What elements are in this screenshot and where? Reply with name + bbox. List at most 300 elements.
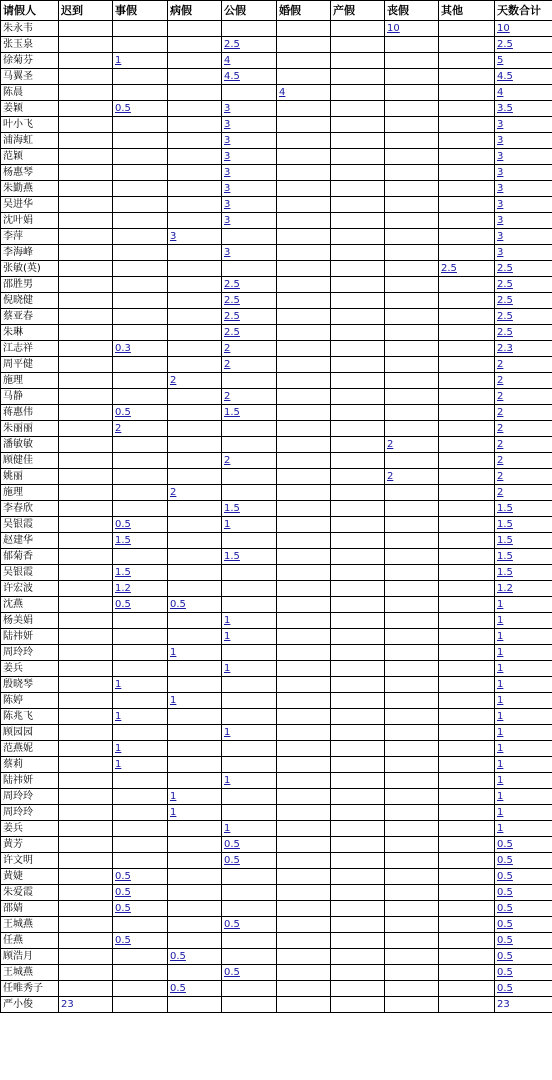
cell-bereavement-leave[interactable] (385, 965, 439, 981)
cell-sick-leave[interactable] (168, 101, 222, 117)
cell-late[interactable] (59, 341, 113, 357)
cell-total-days[interactable]: 3 (495, 245, 552, 261)
cell-marriage-leave[interactable] (277, 133, 331, 149)
cell-sick-leave[interactable]: 0.5 (168, 981, 222, 997)
cell-total-days[interactable]: 0.5 (495, 949, 552, 965)
cell-late[interactable] (59, 773, 113, 789)
cell-official-leave[interactable] (222, 85, 277, 101)
cell-maternity-leave[interactable] (331, 805, 385, 821)
cell-official-leave[interactable] (222, 997, 277, 1013)
cell-sick-leave[interactable] (168, 213, 222, 229)
cell-late[interactable] (59, 741, 113, 757)
cell-other[interactable] (439, 37, 495, 53)
cell-personal-leave[interactable] (113, 949, 168, 965)
cell-total-days[interactable]: 2 (495, 437, 552, 453)
cell-bereavement-leave[interactable] (385, 101, 439, 117)
cell-total-days[interactable]: 0.5 (495, 853, 552, 869)
cell-late[interactable] (59, 933, 113, 949)
cell-official-leave[interactable] (222, 949, 277, 965)
cell-personal-leave[interactable] (113, 613, 168, 629)
cell-personal-leave[interactable] (113, 789, 168, 805)
cell-bereavement-leave[interactable] (385, 213, 439, 229)
cell-requester[interactable]: 任燕 (1, 933, 59, 949)
cell-requester[interactable]: 邵婧 (1, 901, 59, 917)
cell-requester[interactable]: 蔡莉 (1, 757, 59, 773)
cell-maternity-leave[interactable] (331, 565, 385, 581)
cell-total-days[interactable]: 2.5 (495, 277, 552, 293)
cell-bereavement-leave[interactable] (385, 517, 439, 533)
cell-marriage-leave[interactable] (277, 245, 331, 261)
cell-personal-leave[interactable] (113, 373, 168, 389)
cell-sick-leave[interactable] (168, 21, 222, 37)
cell-total-days[interactable]: 1.2 (495, 581, 552, 597)
cell-late[interactable] (59, 245, 113, 261)
cell-requester[interactable]: 朱勤燕 (1, 181, 59, 197)
cell-other[interactable] (439, 213, 495, 229)
cell-maternity-leave[interactable] (331, 341, 385, 357)
cell-personal-leave[interactable]: 1.5 (113, 565, 168, 581)
cell-other[interactable] (439, 469, 495, 485)
cell-personal-leave[interactable] (113, 37, 168, 53)
cell-other[interactable] (439, 357, 495, 373)
cell-total-days[interactable]: 1 (495, 613, 552, 629)
cell-marriage-leave[interactable] (277, 37, 331, 53)
cell-late[interactable] (59, 213, 113, 229)
cell-requester[interactable]: 吴银霞 (1, 517, 59, 533)
cell-personal-leave[interactable] (113, 389, 168, 405)
cell-personal-leave[interactable] (113, 549, 168, 565)
cell-personal-leave[interactable] (113, 837, 168, 853)
cell-total-days[interactable]: 2.5 (495, 293, 552, 309)
cell-personal-leave[interactable] (113, 181, 168, 197)
cell-bereavement-leave[interactable] (385, 773, 439, 789)
cell-personal-leave[interactable] (113, 773, 168, 789)
cell-sick-leave[interactable] (168, 405, 222, 421)
cell-total-days[interactable]: 0.5 (495, 933, 552, 949)
cell-marriage-leave[interactable] (277, 933, 331, 949)
cell-marriage-leave[interactable] (277, 181, 331, 197)
cell-late[interactable] (59, 277, 113, 293)
cell-sick-leave[interactable] (168, 133, 222, 149)
cell-sick-leave[interactable] (168, 677, 222, 693)
cell-maternity-leave[interactable] (331, 53, 385, 69)
cell-sick-leave[interactable] (168, 85, 222, 101)
cell-marriage-leave[interactable] (277, 821, 331, 837)
cell-total-days[interactable]: 1 (495, 629, 552, 645)
cell-late[interactable] (59, 117, 113, 133)
cell-bereavement-leave[interactable] (385, 757, 439, 773)
cell-official-leave[interactable]: 0.5 (222, 965, 277, 981)
cell-total-days[interactable]: 3 (495, 181, 552, 197)
cell-sick-leave[interactable] (168, 149, 222, 165)
cell-late[interactable] (59, 37, 113, 53)
cell-marriage-leave[interactable] (277, 773, 331, 789)
cell-maternity-leave[interactable] (331, 133, 385, 149)
cell-other[interactable] (439, 997, 495, 1013)
cell-sick-leave[interactable] (168, 565, 222, 581)
cell-maternity-leave[interactable] (331, 85, 385, 101)
cell-official-leave[interactable]: 3 (222, 117, 277, 133)
cell-other[interactable] (439, 197, 495, 213)
cell-marriage-leave[interactable] (277, 101, 331, 117)
cell-other[interactable] (439, 101, 495, 117)
cell-total-days[interactable]: 2.5 (495, 261, 552, 277)
cell-maternity-leave[interactable] (331, 357, 385, 373)
cell-personal-leave[interactable] (113, 165, 168, 181)
cell-personal-leave[interactable]: 0.5 (113, 901, 168, 917)
cell-requester[interactable]: 倪晓健 (1, 293, 59, 309)
cell-sick-leave[interactable] (168, 453, 222, 469)
cell-requester[interactable]: 潘敏敏 (1, 437, 59, 453)
cell-sick-leave[interactable] (168, 165, 222, 181)
cell-bereavement-leave[interactable] (385, 901, 439, 917)
header-late[interactable]: 迟到 (59, 1, 113, 21)
header-official-leave[interactable]: 公假 (222, 1, 277, 21)
cell-other[interactable] (439, 293, 495, 309)
cell-personal-leave[interactable]: 0.5 (113, 101, 168, 117)
cell-late[interactable] (59, 661, 113, 677)
cell-total-days[interactable]: 2 (495, 421, 552, 437)
cell-personal-leave[interactable]: 1 (113, 53, 168, 69)
cell-marriage-leave[interactable] (277, 693, 331, 709)
cell-other[interactable] (439, 389, 495, 405)
cell-marriage-leave[interactable] (277, 581, 331, 597)
cell-maternity-leave[interactable] (331, 229, 385, 245)
cell-sick-leave[interactable] (168, 549, 222, 565)
cell-late[interactable] (59, 645, 113, 661)
cell-maternity-leave[interactable] (331, 309, 385, 325)
cell-bereavement-leave[interactable] (385, 181, 439, 197)
cell-official-leave[interactable]: 1 (222, 821, 277, 837)
cell-marriage-leave[interactable] (277, 757, 331, 773)
cell-total-days[interactable]: 2.3 (495, 341, 552, 357)
cell-other[interactable] (439, 565, 495, 581)
cell-official-leave[interactable] (222, 565, 277, 581)
cell-maternity-leave[interactable] (331, 597, 385, 613)
cell-total-days[interactable]: 1 (495, 709, 552, 725)
cell-personal-leave[interactable]: 0.5 (113, 885, 168, 901)
cell-marriage-leave[interactable] (277, 805, 331, 821)
cell-requester[interactable]: 朱琳 (1, 325, 59, 341)
cell-official-leave[interactable]: 0.5 (222, 917, 277, 933)
cell-bereavement-leave[interactable]: 2 (385, 469, 439, 485)
cell-requester[interactable]: 邵胜男 (1, 277, 59, 293)
cell-sick-leave[interactable]: 2 (168, 485, 222, 501)
cell-requester[interactable]: 范颖 (1, 149, 59, 165)
cell-total-days[interactable]: 5 (495, 53, 552, 69)
cell-total-days[interactable]: 2.5 (495, 37, 552, 53)
cell-official-leave[interactable] (222, 469, 277, 485)
cell-personal-leave[interactable] (113, 917, 168, 933)
cell-maternity-leave[interactable] (331, 773, 385, 789)
cell-marriage-leave[interactable] (277, 21, 331, 37)
cell-late[interactable] (59, 869, 113, 885)
cell-sick-leave[interactable] (168, 917, 222, 933)
cell-marriage-leave[interactable] (277, 949, 331, 965)
cell-marriage-leave[interactable] (277, 549, 331, 565)
cell-marriage-leave[interactable] (277, 885, 331, 901)
cell-bereavement-leave[interactable] (385, 277, 439, 293)
cell-marriage-leave[interactable] (277, 517, 331, 533)
cell-bereavement-leave[interactable] (385, 341, 439, 357)
cell-bereavement-leave[interactable] (385, 645, 439, 661)
cell-personal-leave[interactable] (113, 133, 168, 149)
cell-sick-leave[interactable] (168, 117, 222, 133)
cell-sick-leave[interactable] (168, 725, 222, 741)
cell-official-leave[interactable]: 3 (222, 213, 277, 229)
cell-official-leave[interactable]: 2 (222, 341, 277, 357)
cell-bereavement-leave[interactable] (385, 309, 439, 325)
cell-maternity-leave[interactable] (331, 101, 385, 117)
cell-late[interactable] (59, 533, 113, 549)
cell-total-days[interactable]: 2 (495, 357, 552, 373)
cell-bereavement-leave[interactable] (385, 597, 439, 613)
cell-late[interactable] (59, 389, 113, 405)
cell-total-days[interactable]: 23 (495, 997, 552, 1013)
cell-late[interactable] (59, 709, 113, 725)
cell-maternity-leave[interactable] (331, 165, 385, 181)
cell-late[interactable] (59, 85, 113, 101)
cell-marriage-leave[interactable] (277, 149, 331, 165)
cell-maternity-leave[interactable] (331, 533, 385, 549)
cell-sick-leave[interactable] (168, 197, 222, 213)
cell-late[interactable] (59, 805, 113, 821)
cell-other[interactable] (439, 629, 495, 645)
cell-marriage-leave[interactable] (277, 325, 331, 341)
cell-bereavement-leave[interactable] (385, 693, 439, 709)
cell-bereavement-leave[interactable] (385, 245, 439, 261)
cell-late[interactable] (59, 453, 113, 469)
cell-personal-leave[interactable]: 1.5 (113, 533, 168, 549)
cell-marriage-leave[interactable] (277, 709, 331, 725)
cell-late[interactable] (59, 981, 113, 997)
cell-late[interactable] (59, 965, 113, 981)
cell-official-leave[interactable] (222, 421, 277, 437)
cell-marriage-leave[interactable] (277, 309, 331, 325)
cell-requester[interactable]: 马静 (1, 389, 59, 405)
cell-marriage-leave[interactable] (277, 533, 331, 549)
cell-official-leave[interactable]: 0.5 (222, 853, 277, 869)
cell-sick-leave[interactable] (168, 629, 222, 645)
cell-marriage-leave[interactable] (277, 469, 331, 485)
cell-official-leave[interactable]: 3 (222, 197, 277, 213)
cell-other[interactable] (439, 949, 495, 965)
cell-bereavement-leave[interactable] (385, 853, 439, 869)
cell-other[interactable] (439, 117, 495, 133)
cell-late[interactable] (59, 581, 113, 597)
cell-marriage-leave[interactable] (277, 53, 331, 69)
cell-sick-leave[interactable] (168, 437, 222, 453)
cell-sick-leave[interactable] (168, 277, 222, 293)
cell-personal-leave[interactable] (113, 453, 168, 469)
cell-bereavement-leave[interactable] (385, 357, 439, 373)
cell-maternity-leave[interactable] (331, 453, 385, 469)
cell-marriage-leave[interactable] (277, 629, 331, 645)
cell-sick-leave[interactable] (168, 581, 222, 597)
cell-maternity-leave[interactable] (331, 693, 385, 709)
cell-maternity-leave[interactable] (331, 405, 385, 421)
cell-sick-leave[interactable] (168, 245, 222, 261)
cell-marriage-leave[interactable] (277, 485, 331, 501)
cell-other[interactable] (439, 485, 495, 501)
cell-total-days[interactable]: 3 (495, 213, 552, 229)
cell-requester[interactable]: 张敏(英) (1, 261, 59, 277)
cell-late[interactable] (59, 101, 113, 117)
cell-bereavement-leave[interactable] (385, 117, 439, 133)
cell-total-days[interactable]: 1.5 (495, 533, 552, 549)
cell-official-leave[interactable]: 3 (222, 133, 277, 149)
cell-total-days[interactable]: 3 (495, 229, 552, 245)
cell-late[interactable] (59, 757, 113, 773)
cell-requester[interactable]: 叶小飞 (1, 117, 59, 133)
cell-marriage-leave[interactable] (277, 565, 331, 581)
cell-maternity-leave[interactable] (331, 677, 385, 693)
cell-late[interactable] (59, 629, 113, 645)
cell-requester[interactable]: 李海峰 (1, 245, 59, 261)
cell-maternity-leave[interactable] (331, 421, 385, 437)
cell-total-days[interactable]: 3.5 (495, 101, 552, 117)
cell-late[interactable]: 23 (59, 997, 113, 1013)
cell-official-leave[interactable]: 1 (222, 517, 277, 533)
cell-maternity-leave[interactable] (331, 789, 385, 805)
cell-bereavement-leave[interactable] (385, 565, 439, 581)
cell-maternity-leave[interactable] (331, 885, 385, 901)
cell-requester[interactable]: 浦海虹 (1, 133, 59, 149)
cell-maternity-leave[interactable] (331, 389, 385, 405)
cell-marriage-leave[interactable] (277, 869, 331, 885)
cell-maternity-leave[interactable] (331, 293, 385, 309)
cell-maternity-leave[interactable] (331, 981, 385, 997)
cell-maternity-leave[interactable] (331, 709, 385, 725)
cell-personal-leave[interactable] (113, 805, 168, 821)
cell-marriage-leave[interactable]: 4 (277, 85, 331, 101)
cell-bereavement-leave[interactable] (385, 949, 439, 965)
cell-bereavement-leave[interactable] (385, 549, 439, 565)
cell-other[interactable] (439, 277, 495, 293)
cell-requester[interactable]: 许文明 (1, 853, 59, 869)
cell-sick-leave[interactable] (168, 869, 222, 885)
cell-total-days[interactable]: 2 (495, 405, 552, 421)
cell-total-days[interactable]: 1 (495, 693, 552, 709)
cell-marriage-leave[interactable] (277, 597, 331, 613)
cell-personal-leave[interactable] (113, 21, 168, 37)
cell-other[interactable] (439, 21, 495, 37)
cell-personal-leave[interactable]: 0.5 (113, 933, 168, 949)
cell-other[interactable] (439, 805, 495, 821)
cell-other[interactable] (439, 453, 495, 469)
cell-maternity-leave[interactable] (331, 901, 385, 917)
cell-total-days[interactable]: 1 (495, 661, 552, 677)
cell-total-days[interactable]: 2.5 (495, 309, 552, 325)
cell-other[interactable] (439, 725, 495, 741)
cell-other[interactable] (439, 437, 495, 453)
cell-total-days[interactable]: 1.5 (495, 517, 552, 533)
cell-maternity-leave[interactable] (331, 949, 385, 965)
cell-sick-leave[interactable] (168, 69, 222, 85)
cell-official-leave[interactable]: 0.5 (222, 837, 277, 853)
cell-marriage-leave[interactable] (277, 981, 331, 997)
cell-late[interactable] (59, 949, 113, 965)
cell-total-days[interactable]: 0.5 (495, 917, 552, 933)
cell-bereavement-leave[interactable] (385, 405, 439, 421)
cell-bereavement-leave[interactable] (385, 389, 439, 405)
cell-personal-leave[interactable] (113, 469, 168, 485)
cell-personal-leave[interactable]: 1 (113, 757, 168, 773)
cell-sick-leave[interactable] (168, 709, 222, 725)
cell-sick-leave[interactable]: 0.5 (168, 597, 222, 613)
cell-maternity-leave[interactable] (331, 469, 385, 485)
cell-maternity-leave[interactable] (331, 997, 385, 1013)
cell-bereavement-leave[interactable] (385, 261, 439, 277)
cell-bereavement-leave[interactable] (385, 917, 439, 933)
cell-official-leave[interactable] (222, 869, 277, 885)
cell-personal-leave[interactable]: 2 (113, 421, 168, 437)
cell-bereavement-leave[interactable] (385, 197, 439, 213)
cell-personal-leave[interactable]: 1.2 (113, 581, 168, 597)
cell-other[interactable] (439, 53, 495, 69)
cell-requester[interactable]: 吴银霞 (1, 565, 59, 581)
cell-sick-leave[interactable] (168, 309, 222, 325)
cell-requester[interactable]: 陈晨 (1, 85, 59, 101)
cell-late[interactable] (59, 53, 113, 69)
cell-other[interactable] (439, 325, 495, 341)
cell-marriage-leave[interactable] (277, 501, 331, 517)
cell-marriage-leave[interactable] (277, 965, 331, 981)
cell-total-days[interactable]: 3 (495, 149, 552, 165)
cell-bereavement-leave[interactable]: 10 (385, 21, 439, 37)
cell-late[interactable] (59, 229, 113, 245)
cell-other[interactable] (439, 853, 495, 869)
cell-marriage-leave[interactable] (277, 213, 331, 229)
cell-marriage-leave[interactable] (277, 389, 331, 405)
cell-sick-leave[interactable] (168, 469, 222, 485)
cell-other[interactable]: 2.5 (439, 261, 495, 277)
cell-late[interactable] (59, 565, 113, 581)
cell-personal-leave[interactable] (113, 965, 168, 981)
cell-sick-leave[interactable] (168, 53, 222, 69)
cell-late[interactable] (59, 789, 113, 805)
cell-maternity-leave[interactable] (331, 37, 385, 53)
cell-maternity-leave[interactable] (331, 645, 385, 661)
cell-personal-leave[interactable] (113, 293, 168, 309)
cell-total-days[interactable]: 2 (495, 389, 552, 405)
cell-bereavement-leave[interactable] (385, 933, 439, 949)
cell-marriage-leave[interactable] (277, 421, 331, 437)
cell-personal-leave[interactable] (113, 325, 168, 341)
cell-personal-leave[interactable] (113, 629, 168, 645)
cell-sick-leave[interactable]: 1 (168, 789, 222, 805)
cell-total-days[interactable]: 0.5 (495, 869, 552, 885)
cell-sick-leave[interactable]: 0.5 (168, 949, 222, 965)
cell-late[interactable] (59, 501, 113, 517)
cell-requester[interactable]: 李萍 (1, 229, 59, 245)
cell-official-leave[interactable]: 3 (222, 181, 277, 197)
cell-official-leave[interactable]: 1 (222, 629, 277, 645)
cell-sick-leave[interactable] (168, 757, 222, 773)
cell-maternity-leave[interactable] (331, 261, 385, 277)
cell-bereavement-leave[interactable] (385, 533, 439, 549)
cell-sick-leave[interactable] (168, 517, 222, 533)
cell-requester[interactable]: 陆祎妍 (1, 629, 59, 645)
cell-total-days[interactable]: 2 (495, 485, 552, 501)
cell-marriage-leave[interactable] (277, 261, 331, 277)
cell-bereavement-leave[interactable] (385, 869, 439, 885)
cell-requester[interactable]: 陆祎妍 (1, 773, 59, 789)
cell-other[interactable] (439, 245, 495, 261)
cell-personal-leave[interactable]: 1 (113, 709, 168, 725)
header-personal-leave[interactable]: 事假 (113, 1, 168, 21)
cell-requester[interactable]: 施理 (1, 485, 59, 501)
